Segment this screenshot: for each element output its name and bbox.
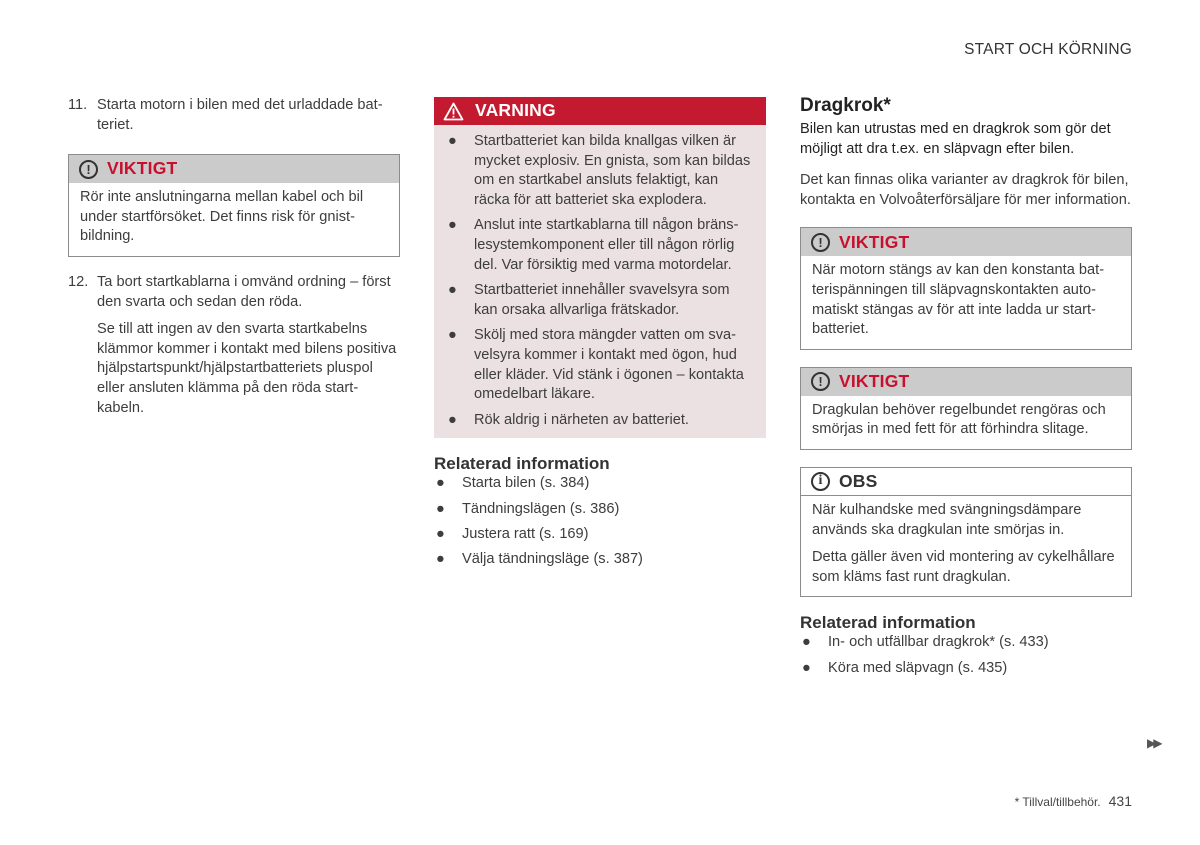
note-box-body: [801, 496, 1131, 596]
note-box-header: [801, 468, 1131, 496]
related-information: [800, 613, 1132, 678]
list-item: ● Startbatteriet innehåller svavelsyra som kan orsaka allvarliga frätskador.: [448, 282, 730, 318]
list-item: ● Anslut inte startkablarna till någon bränslesystemkomponent eller till någon rörlig del. Var försiktig med varma motordelar.: [448, 217, 739, 273]
related-link[interactable]: ● Tändningslägen (s. 386): [436, 500, 620, 517]
related-information: [434, 454, 766, 569]
related-heading: Relaterad information: [800, 613, 976, 633]
related-link-text[interactable]: Tändningslägen (s. 386): [462, 500, 620, 517]
note-box-title: OBS: [839, 470, 878, 491]
warning-box-header: [434, 97, 766, 125]
step-number: 11.: [68, 97, 88, 113]
related-heading: Relaterad information: [434, 454, 610, 474]
warning-box-body: [434, 125, 766, 438]
warning-triangle-icon: [443, 102, 464, 121]
important-box-title: VIKTIGT: [839, 370, 910, 391]
important-box-header: [69, 155, 399, 183]
list-item-text: Rök aldrig i närheten av batteriet.: [474, 411, 689, 428]
step-text: Ta bort startkablarna i omvänd ordning – först den svarta och sedan den röda.: [97, 273, 391, 310]
important-box-header: [801, 228, 1131, 256]
list-item-text: Startbatteriet innehåller svavelsyra som kan orsaka allvarliga frätskador.: [474, 282, 730, 318]
important-box-body: [69, 183, 399, 256]
important-box-title: VIKTIGT: [107, 158, 178, 179]
step-text: Starta motorn i bilen med det urladdade batteriet.: [97, 97, 383, 133]
column-1: [68, 96, 400, 418]
important-box: [800, 367, 1132, 450]
important-box-text: Dragkulan behöver regelbundet rengöras och smörjas in med fett för att förhindra slitage.: [812, 401, 1106, 438]
section-header: START OCH KÖRNING: [964, 41, 1132, 58]
warning-list: [446, 132, 756, 430]
note-box-text: När kulhandske med svängningsdämpare används ska dragkulan inte smörjas in.: [812, 501, 1082, 538]
warning-box-title: VARNING: [475, 100, 556, 121]
step-12: [68, 273, 400, 418]
body-paragraph: Det kan finnas olika varianter av dragkrok för bilen, kontakta en Volvoåterförsäljare för mer information.: [800, 172, 1131, 208]
related-link-text[interactable]: Justera ratt (s. 169): [462, 525, 589, 542]
related-link-text[interactable]: Välja tändningsläge (s. 387): [462, 550, 643, 567]
list-item-text: Skölj med stora mängder vatten om svavelsyra kommer i kontakt med ögon, hud eller kläder. Vid stänk i ögonen – kontakta omedelbart läkare.: [474, 327, 744, 403]
related-link-text[interactable]: In- och utfällbar dragkrok* (s. 433): [828, 634, 1049, 651]
important-box-body: [801, 256, 1131, 348]
important-box-header: [801, 368, 1131, 396]
important-box-text: Rör inte anslutningarna mellan kabel och bil under startförsöket. Det finns risk för gnistbildning.: [80, 189, 364, 245]
step-11: [68, 96, 400, 135]
list-item: ● Startbatteriet kan bilda knallgas vilken är mycket explosiv. En gnista, som kan bildas om en startkabel ansluts felaktigt, kan räcka för att batteriet ska explodera.: [448, 133, 751, 208]
list-item-text: Startbatteriet kan bilda knallgas vilken är mycket explosiv. En gnista, som kan bildas om en startkabel ansluts felaktigt, kan räcka för att batteriet ska explodera.: [474, 133, 751, 208]
related-link[interactable]: ● Välja tändningsläge (s. 387): [436, 550, 643, 567]
important-box-body: [801, 396, 1131, 449]
list-item: ● Skölj med stora mängder vatten om svavelsyra kommer i kontakt med ögon, hud eller kläder. Vid stänk i ögonen – kontakta omedelbart läkare.: [448, 327, 744, 403]
footnote: * Tillval/tillbehör.: [1014, 795, 1101, 809]
important-box: [68, 154, 400, 257]
related-list: [800, 633, 1132, 678]
info-circle-icon: i: [811, 472, 830, 491]
list-item: ● Rök aldrig i närheten av batteriet.: [448, 411, 689, 428]
page-number: 431: [1108, 793, 1132, 809]
related-link[interactable]: ● In- och utfällbar dragkrok* (s. 433): [802, 634, 1049, 651]
exclamation-circle-icon: !: [811, 372, 830, 391]
column-3: [800, 95, 1132, 678]
note-box-text: Detta gäller även vid montering av cykelhållare som kläms fast runt dragkulan.: [812, 549, 1115, 585]
step-number: 12.: [68, 273, 89, 290]
related-link[interactable]: ● Justera ratt (s. 169): [436, 525, 589, 542]
exclamation-circle-icon: !: [79, 160, 98, 179]
exclamation-circle-icon: !: [811, 233, 830, 252]
lead-paragraph: Bilen kan utrustas med en dragkrok som gör det möjligt att dra t.ex. en släpvagn efter bilen.: [800, 121, 1111, 157]
section-heading: Dragkrok*: [800, 95, 891, 116]
warning-box: [434, 97, 766, 438]
related-link[interactable]: ● Köra med släpvagn (s. 435): [802, 659, 1008, 676]
related-link-text[interactable]: Köra med släpvagn (s. 435): [828, 659, 1008, 676]
continue-arrows-icon: ▶▶: [1147, 736, 1160, 750]
related-link-text[interactable]: Starta bilen (s. 384): [462, 475, 590, 492]
important-box-text: När motorn stängs av kan den konstanta batterispänningen till släpvagnskontakten automatiskt stängas av för att inte ladda ur startbatteriet.: [812, 262, 1105, 338]
important-box-title: VIKTIGT: [839, 231, 910, 252]
note-box: [800, 467, 1132, 597]
related-list: [434, 474, 766, 569]
footer: [1015, 792, 1132, 813]
column-2: [434, 97, 766, 569]
important-box: [800, 227, 1132, 349]
list-item-text: Anslut inte startkablarna till någon bränslesystemkomponent eller till någon rörlig del. Var försiktig med varma motordelar.: [474, 217, 739, 273]
step-subtext: Se till att ingen av den svarta startkabelns klämmor kommer i kontakt med bilens positiva hjälpstartspunkt/hjälpstartbatteriets pluspol eller ansluten klämma på den röda startkabeln.: [97, 321, 397, 416]
related-link[interactable]: ● Starta bilen (s. 384): [436, 475, 590, 492]
